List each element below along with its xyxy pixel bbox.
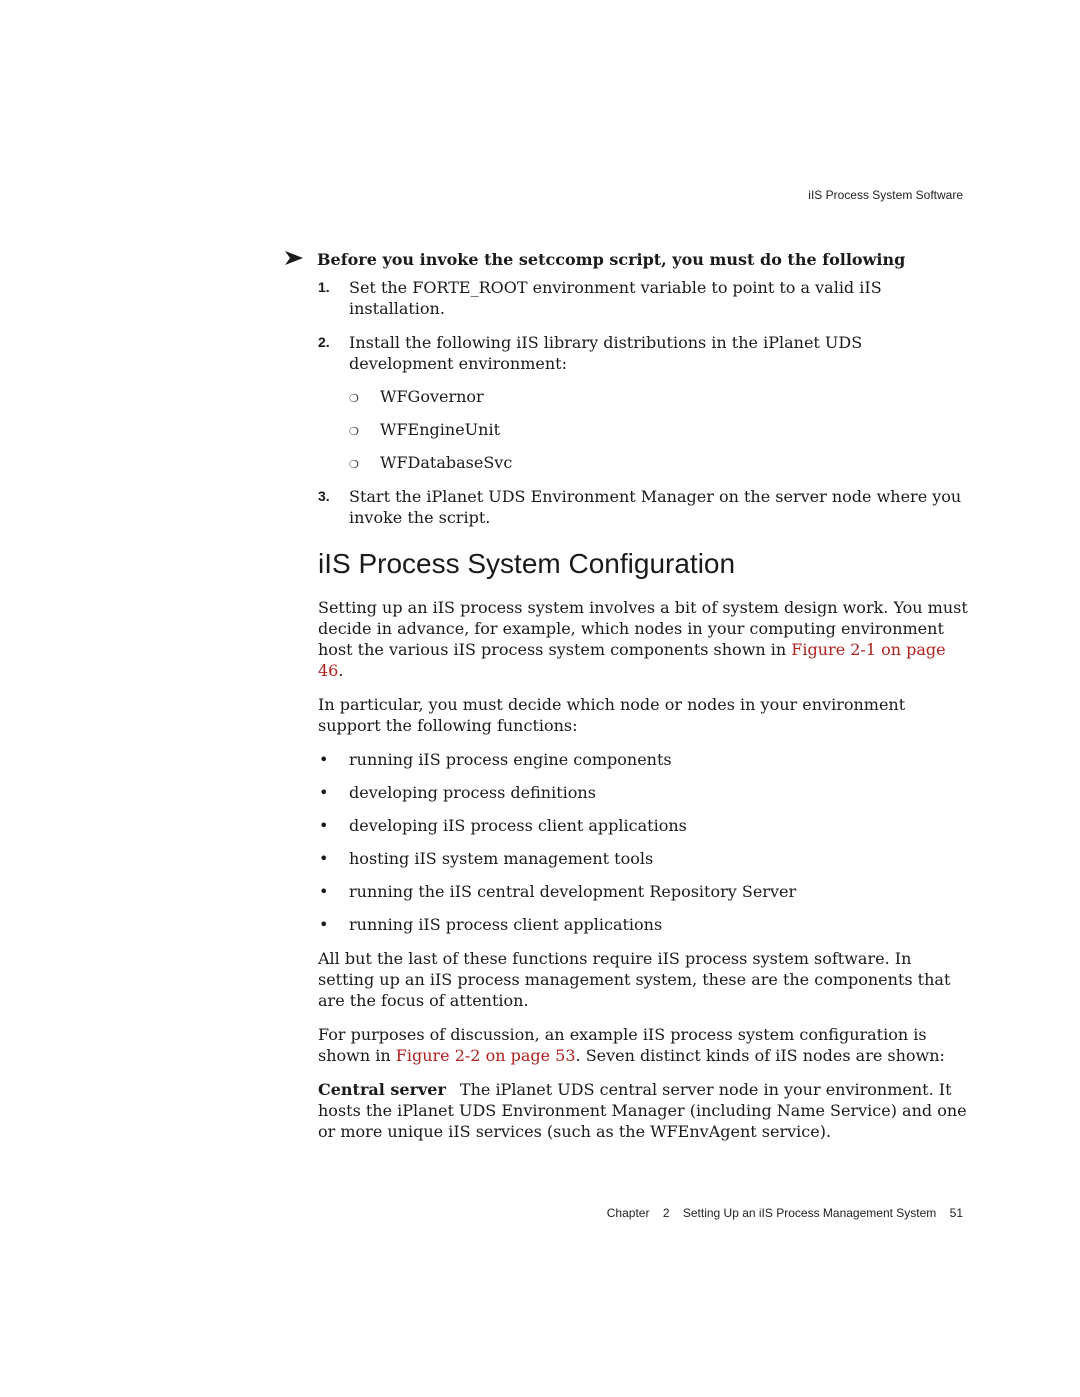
step-text: Start the iPlanet UDS Environment Manager on the server node where you invoke the script.: [349, 487, 962, 527]
step-3: [318, 486, 968, 528]
list-item: ❍ WFEngineUnit: [349, 419, 968, 440]
library-list: [349, 386, 968, 473]
chapter-title: Setting Up an iIS Process Management System: [682, 1206, 937, 1220]
arrow-right-icon: [285, 250, 307, 269]
list-item: • running iIS process engine components: [319, 750, 672, 769]
procedure-steps: [318, 277, 968, 541]
page-footer: [597, 1206, 963, 1220]
figure-link[interactable]: Figure 2-1 on page 46: [318, 640, 946, 680]
list-item: • hosting iIS system management tools: [319, 849, 654, 868]
bullet-icon: •: [319, 882, 329, 901]
bullet-icon: •: [319, 783, 329, 802]
hollow-bullet-icon: ❍: [349, 392, 359, 405]
step-1: [318, 277, 968, 319]
figure-link[interactable]: Figure 2-2 on page 53: [395, 1046, 576, 1065]
list-item: • developing process definitions: [319, 783, 596, 802]
step-text: Set the FORTE_ROOT environment variable to point to a valid iIS installation.: [349, 278, 882, 318]
list-item: ❍ WFDatabaseSvc: [349, 452, 968, 473]
list-item: • running iIS process client applications: [319, 915, 663, 934]
list-item: • running the iIS central development Repository Server: [319, 882, 797, 901]
list-item: ❍ WFGovernor: [349, 386, 968, 407]
step-text: Install the following iIS library distributions in the iPlanet UDS development environment:: [349, 333, 863, 373]
bullet-icon: •: [319, 750, 329, 769]
hollow-bullet-icon: ❍: [349, 458, 359, 471]
chapter-number: 2: [662, 1206, 670, 1220]
bullet-icon: •: [319, 849, 329, 868]
step-number: 1.: [318, 279, 330, 295]
running-header: iIS Process System Software: [808, 188, 963, 202]
bullet-icon: •: [319, 915, 329, 934]
step-number: 3.: [318, 488, 330, 504]
paragraph: For purposes of discussion, an example iIS process system configuration is shown in Figure 2-2 on page 53. Seven distinct kinds of iIS nodes are shown:: [318, 1025, 945, 1065]
chapter-label: Chapter: [606, 1206, 650, 1220]
procedure-heading-text: Before you invoke the setccomp script, you must do the following: [317, 250, 906, 269]
definition-term: Central server: [318, 1080, 446, 1099]
page-number: 51: [949, 1206, 963, 1220]
step-2: [318, 332, 968, 473]
paragraph: In particular, you must decide which node or nodes in your environment support the following functions:: [318, 695, 906, 735]
definition-entry: [318, 1079, 968, 1142]
list-item: • developing iIS process client applications: [319, 816, 687, 835]
section-body: [318, 597, 968, 1155]
paragraph: Setting up an iIS process system involves a bit of system design work. You must decide in advance, for example, which nodes in your computing environment host the various iIS process system components shown in Figure 2-1 on page 46.: [318, 598, 968, 680]
procedure-heading: [285, 250, 965, 269]
bullet-icon: •: [319, 816, 329, 835]
functions-list: [318, 749, 968, 935]
hollow-bullet-icon: ❍: [349, 425, 359, 438]
section-title: iIS Process System Configuration: [318, 548, 736, 579]
definition-text: The iPlanet UDS central server node in your environment. It hosts the iPlanet UDS Environment Manager (including Name Service) and one or more unique iIS services (such as the WFEnvAgent service).: [318, 1080, 967, 1141]
step-number: 2.: [318, 334, 330, 350]
paragraph: All but the last of these functions require iIS process system software. In setting up an iIS process management system, these are the components that are the focus of attention.: [318, 949, 951, 1010]
